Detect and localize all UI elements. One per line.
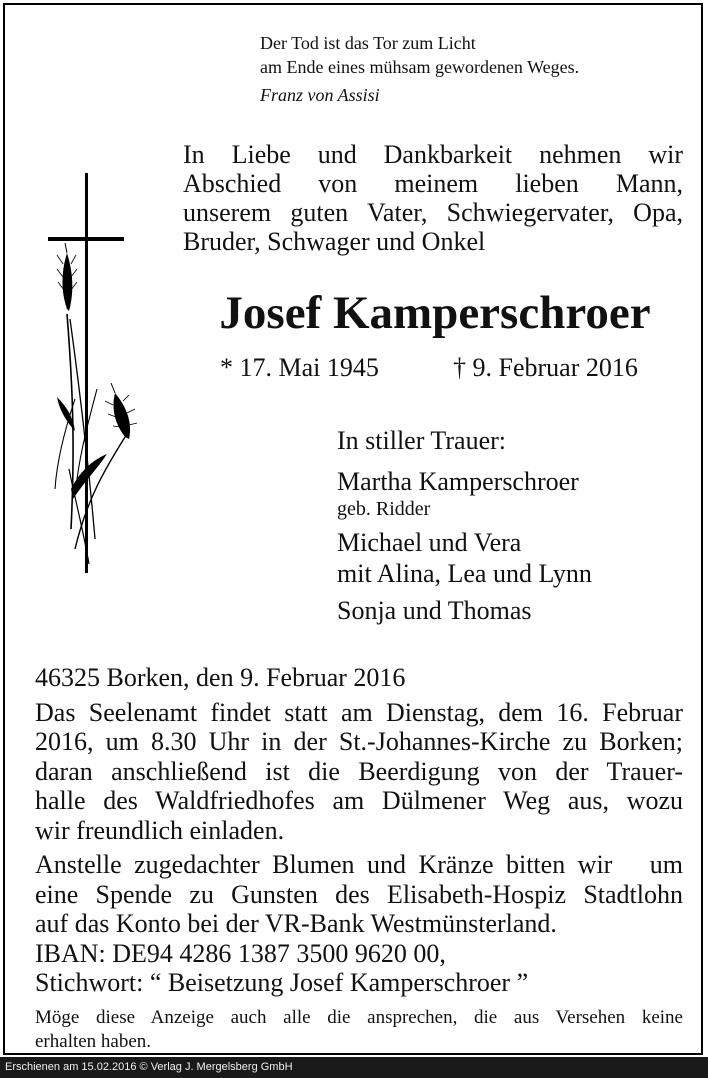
mourners-block [337,425,592,626]
intro-line: Abschied von meinem lieben Mann, [183,169,683,198]
footnote [35,1006,683,1054]
wheat-icon [55,243,137,564]
service-line: wir freundlich einladen. [35,815,285,845]
service-info [35,698,683,846]
mourner-family: Sonja und Thomas [337,596,532,625]
birth-date: * 17. Mai 1945 [220,353,379,382]
donation-line: Anstelle zugedachter Blumen und Kränze bitten wir um [35,850,683,879]
quote-block [260,31,579,107]
service-line: halle des Waldfriedhofes am Dülmener Weg aus, wozu [35,786,683,815]
quote-line: Der Tod ist das Tor zum Licht [260,33,476,53]
donation-info [35,850,683,998]
publisher-footer: Erschienen am 15.02.2016 © Verlag J. Mergelsberg GmbH [0,1057,708,1078]
donation-line: eine Spende zu Gunsten des Elisabeth-Hospiz Stadtlohn [35,879,683,909]
donation-line: auf das Konto bei der VR-Bank Westmünsterland. [35,909,557,938]
mourner-maiden-name: geb. Ridder [337,498,431,520]
intro-line: unserem guten Vater, Schwiegervater, Opa, [183,198,683,227]
service-line: daran anschließend ist die Beerdigung von der Trauer- [35,756,683,786]
obituary-notice [3,3,703,1055]
cross-icon [45,169,145,577]
iban: IBAN: DE94 4286 1387 3500 9620 00, [35,938,446,968]
quote-line: am Ende eines mühsam gewordenen Weges. [260,57,580,77]
deceased-name: Josef Kamperschroer [219,287,651,339]
quote-author: Franz von Assisi [260,85,380,105]
mourner-spouse: Martha Kamperschroer [337,467,579,496]
service-line: 2016, um 8.30 Uhr in der St.-Johannes-Kirche zu Borken; [35,727,683,756]
mourner-family: mit Alina, Lea und Lynn [337,559,592,588]
death-date: † 9. Februar 2016 [453,353,638,382]
keyword: Stichwort: “ Beisetzung Josef Kamperschroer ” [35,968,529,997]
intro-line: Bruder, Schwager und Onkel [183,227,486,256]
mourners-heading: In stiller Trauer: [337,426,506,455]
mourner-family: Michael und Vera [337,528,522,557]
footnote-line: erhalten haben. [35,1030,152,1052]
details-block [35,663,683,1054]
service-line: Das Seelenamt findet statt am Dienstag, dem 16. Februar [35,697,683,727]
intro-text [183,140,683,256]
footnote-line: Möge diese Anzeige auch alle die ansprechen, die aus Versehen keine [35,1006,683,1028]
place-date: 46325 Borken, den 9. Februar 2016 [35,663,406,692]
intro-line: In Liebe und Dankbarkeit nehmen wir [183,140,683,169]
